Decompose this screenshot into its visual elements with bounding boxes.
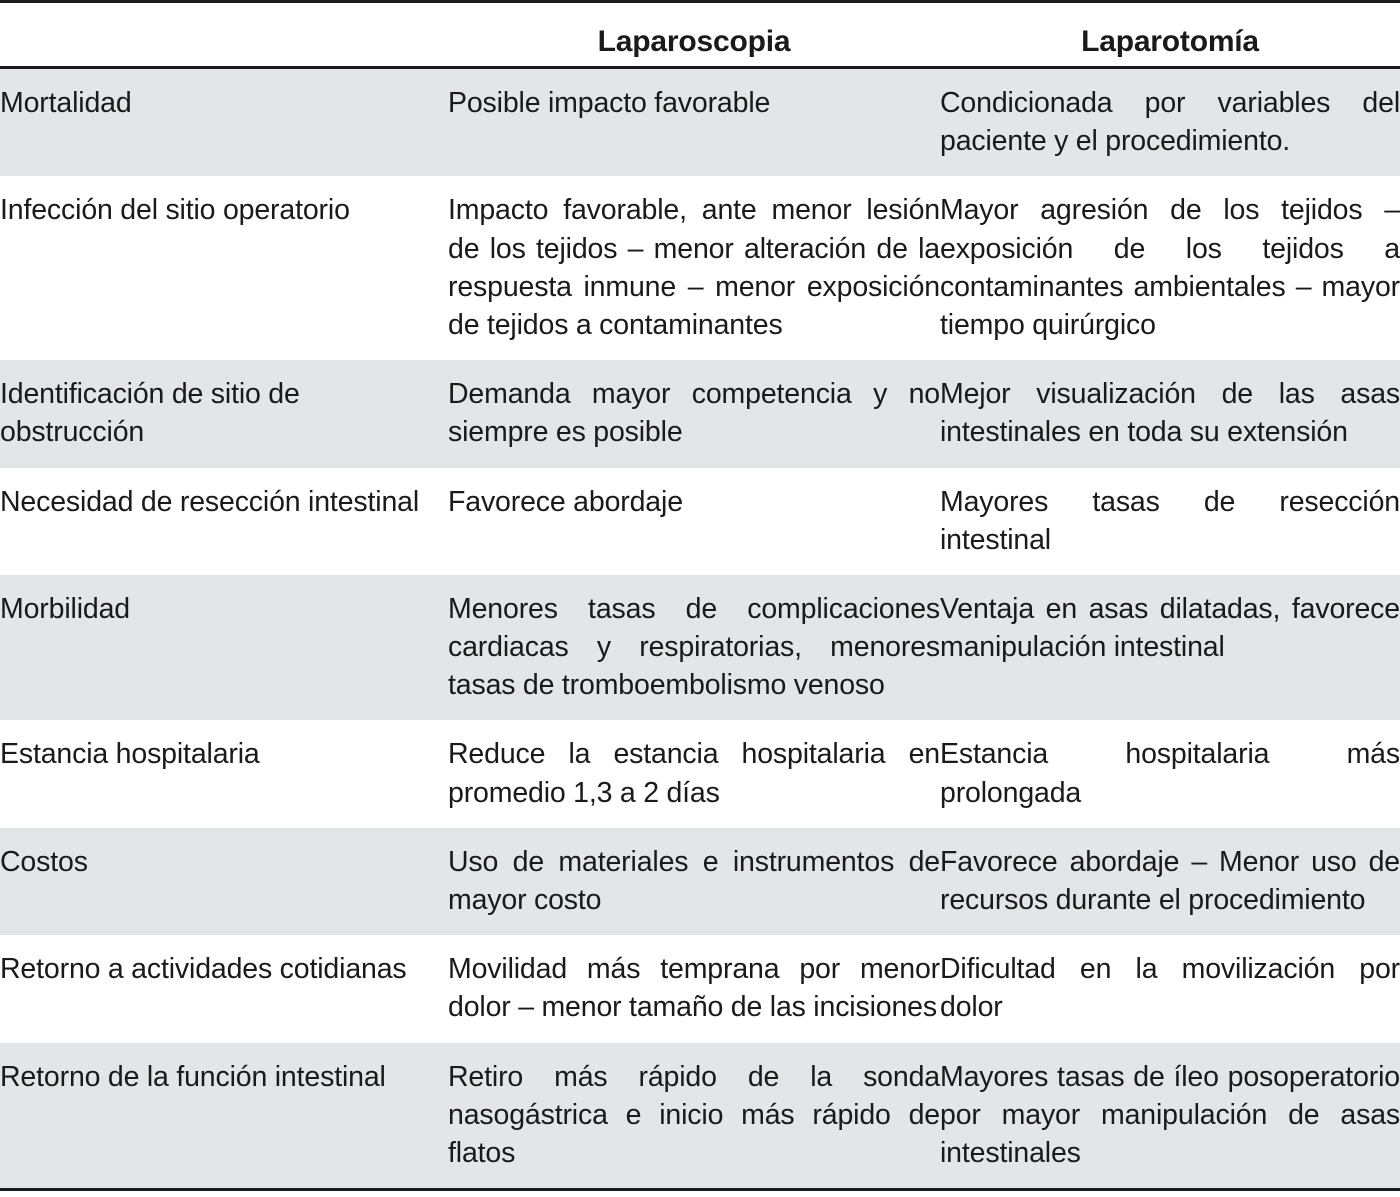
cell-criterion: Costos — [0, 828, 448, 935]
table-row — [0, 176, 1400, 360]
cell-laparoscopia — [448, 1043, 940, 1190]
cell-laparoscopia — [448, 935, 940, 1042]
cell-laparotomia — [940, 468, 1400, 575]
column-header-laparotomia: Laparotomía — [940, 3, 1400, 68]
cell-laparotomia — [940, 360, 1400, 467]
cell-laparoscopia — [448, 468, 940, 575]
cell-laparoscopia-text: Menores tasas de complicaciones cardiacas y respiratorias, menores tasas de tromboembolismo venoso — [448, 592, 940, 702]
cell-laparoscopia — [448, 176, 940, 360]
cell-laparoscopia — [448, 828, 940, 935]
cell-laparoscopia-text: Reduce la estancia hospitalaria en promedio 1,3 a 2 días — [448, 738, 940, 809]
cell-laparotomia-text: Mayores tasas de resección intestinal — [940, 485, 1400, 556]
cell-criterion: Morbilidad — [0, 575, 448, 721]
cell-laparotomia — [940, 1043, 1400, 1190]
cell-criterion: Retorno de la función intestinal — [0, 1043, 448, 1190]
cell-laparotomia — [940, 176, 1400, 360]
table-row — [0, 720, 1400, 827]
cell-criterion: Estancia hospitalaria — [0, 720, 448, 827]
cell-laparoscopia-text: Demanda mayor competencia y no siempre es posible — [448, 378, 940, 449]
cell-laparotomia-text: Favorece abordaje – Menor uso de recursos durante el procedimiento — [940, 845, 1400, 916]
column-header-criterion — [0, 3, 448, 68]
table-row — [0, 1043, 1400, 1190]
table-row — [0, 360, 1400, 467]
cell-laparoscopia-text: Posible impacto favorable — [448, 87, 771, 119]
cell-criterion: Infección del sitio operatorio — [0, 176, 448, 360]
cell-laparoscopia-text: Retiro más rápido de la sonda nasogástrica e inicio más rápido de flatos — [448, 1060, 940, 1169]
table-row — [0, 468, 1400, 575]
cell-laparoscopia-text: Movilidad más temprana por menor dolor – menor tamaño de las incisiones — [448, 953, 940, 1024]
cell-laparotomia-text: Mayores tasas de íleo posoperatorio por mayor manipulación de asas intestinales — [940, 1060, 1400, 1169]
table-row — [0, 68, 1400, 177]
cell-laparotomia — [940, 828, 1400, 935]
cell-laparotomia — [940, 935, 1400, 1042]
table-row — [0, 935, 1400, 1042]
cell-laparotomia-text: Ventaja en asas dilatadas, favorece manipulación intestinal — [940, 592, 1400, 664]
cell-laparoscopia — [448, 68, 940, 177]
cell-laparoscopia — [448, 720, 940, 827]
cell-criterion: Necesidad de resección intestinal — [0, 468, 448, 575]
cell-laparotomia — [940, 720, 1400, 827]
table-body — [0, 68, 1400, 1190]
column-header-laparoscopia: Laparoscopia — [448, 3, 940, 68]
header-row — [0, 3, 1400, 68]
cell-laparotomia — [940, 68, 1400, 177]
table-row — [0, 828, 1400, 935]
cell-criterion: Retorno a actividades cotidianas — [0, 935, 448, 1042]
cell-laparotomia-text: Estancia hospitalaria más prolongada — [940, 738, 1400, 809]
cell-laparoscopia — [448, 575, 940, 721]
cell-laparotomia — [940, 575, 1400, 721]
cell-laparoscopia-text: Favorece abordaje — [448, 485, 683, 518]
cell-laparotomia-text: Condicionada por variables del paciente y el procedimiento. — [940, 87, 1400, 158]
cell-laparoscopia — [448, 360, 940, 467]
cell-laparoscopia-text: Uso de materiales e instrumentos de mayor costo — [448, 845, 940, 916]
cell-laparoscopia-text: Impacto favorable, ante menor lesión de los tejidos – menor alteración de la respuesta inmune – menor exposición de tejidos a contaminantes — [448, 194, 940, 341]
cell-laparotomia-text: Mejor visualización de las asas intestinales en toda su extensión — [940, 378, 1400, 449]
table-row — [0, 575, 1400, 721]
cell-laparotomia-text: Dificultad en la movilización por dolor — [940, 953, 1400, 1024]
cell-laparotomia-text: Mayor agresión de los tejidos – exposición de los tejidos a contaminantes ambientales – mayor tiempo quirúrgico — [940, 194, 1400, 341]
cell-criterion: Mortalidad — [0, 68, 448, 177]
cell-criterion: Identificación de sitio de obstrucción — [0, 360, 448, 467]
table-header — [0, 2, 1400, 68]
